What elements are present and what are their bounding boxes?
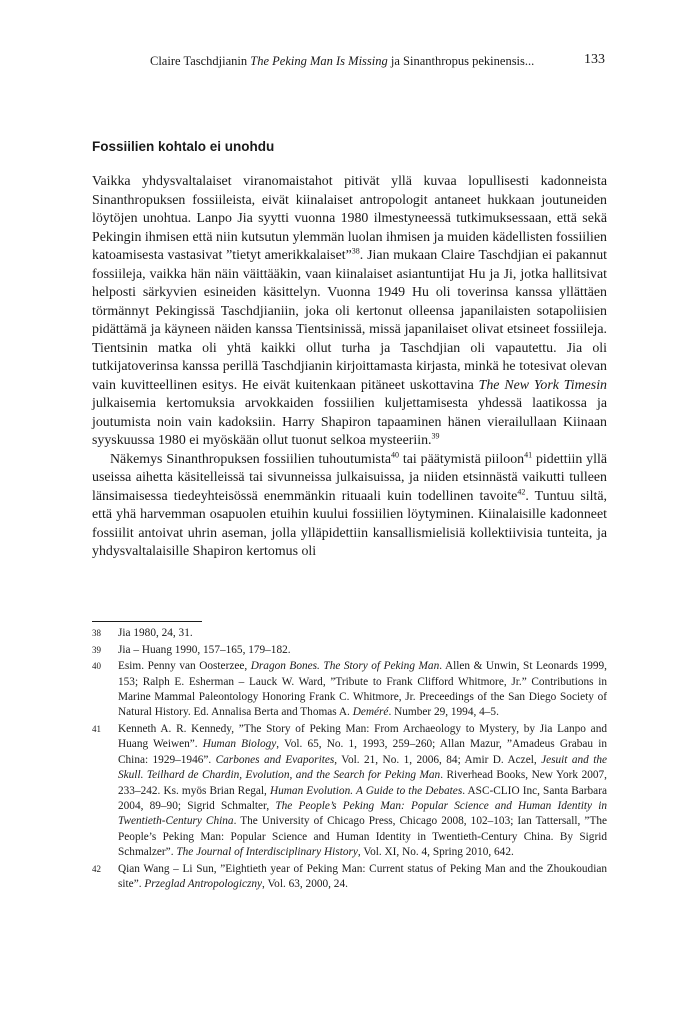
citation-title: Human Evolution. A Guide to the Debates xyxy=(269,784,463,797)
citation-text: , Vol. 65, No. 1, 1993, 259–260; Allan Mazur, ”Amadeus Grabau in China: 1929–1946”. xyxy=(118,738,607,766)
footnote-text xyxy=(118,862,607,893)
text-run: julkaisemia kertomuksia arvokkaiden fossiilien kuljettamisesta yhdessä laatikossa ja joutumista noin vain kadoksiin. Harry Shapiron tapaaminen hänen vierailullaan Kiinaan syyskuussa 1980 ei myöskään ollut tuonut selkoa mysteeriin. xyxy=(92,396,607,448)
footnote-number: 38 xyxy=(92,628,101,638)
citation-text: . ASC-CLIO Inc, Santa Barbara 2004, 89–90; Sigrid Schmalter, xyxy=(118,784,607,813)
footnote-39 xyxy=(92,643,607,658)
running-head-pre: Claire Taschdjianin xyxy=(150,54,251,68)
citation-text: . Riverhead Books, New York 2007, 233–242. Ks. myös Brian Regal, xyxy=(118,769,607,797)
citation-text: . Number 29, 1994, 4–5. xyxy=(388,706,499,719)
citation-title: The Journal of Interdisciplinary History xyxy=(176,846,358,859)
footnote-ref-41[interactable]: 41 xyxy=(524,449,533,459)
citation-title: Carbones and Evaporites xyxy=(215,753,335,766)
text-run: pidettiin yllä useissa aihetta käsitelleissä tai sivunneissa julkaisuissa, ja niiden etsinnästä vaikutti tulleen länsimaisessa tiedeyhteisössä enemmänkin rituaali kuin todellinen tavoite xyxy=(92,451,608,504)
footnote-number: 42 xyxy=(92,863,101,874)
citation-text: , Vol. 21, No. 1, 2006, 84; Amir D. Aczel, xyxy=(334,753,542,766)
footnote-number: 40 xyxy=(92,661,101,672)
footnote-divider xyxy=(92,621,202,622)
citation-text: Qian Wang – Li Sun, ”Eightieth year of Peking Man: Current status of Peking Man and the Zhoukoudian site”. xyxy=(118,862,607,891)
footnote-text xyxy=(118,626,607,641)
citation-title: The People’s Peking Man: Popular Science and Human Identity in Twentieth-Century China xyxy=(118,800,607,828)
citation-title: Human Biology xyxy=(202,738,277,751)
footnotes xyxy=(92,626,607,894)
citation-text: , Vol. XI, No. 4, Spring 2010, 642. xyxy=(357,846,514,859)
running-head-post: ja Sinanthropus pekinensis... xyxy=(387,54,535,68)
footnote-ref-38[interactable]: 38 xyxy=(351,246,360,256)
footnote-ref-40[interactable]: 40 xyxy=(390,449,399,459)
citation-text: . The University of Chicago Press, Chicago 2008, 102–103; Ian Tattersall, ”The People’s Peking Man: Popular Science and Human Identity in Twentieth-Century China. By Sigrid Schmalzer”. xyxy=(118,815,608,859)
text-run: Näkemys Sinanthropuksen fossiilien tuhoutumista xyxy=(110,451,391,467)
citation-title: Deméré xyxy=(352,706,389,719)
citation-text: . Allen & Unwin, St Leonards 1999, 153; Ralph E. Esherman – Lauck W. Ward, ”Tribute to Frank Clifford Whitmore, Jr.” Contributions in Marine Mammal Paleontology Honoring Frank C. Whitmore, Jr. Preceedings of the San Diego Society of Natural History. Ed. Annalisa Berta and Thomas A. xyxy=(118,660,607,719)
citation-title: Dragon Bones. The Story of Peking Man xyxy=(250,660,440,673)
citation-text: Kenneth A. R. Kennedy, ”The Story of Peking Man: From Archaeology to Mystery, by Jia Lanpo and Huang Weiwen”. xyxy=(118,723,607,751)
citation-text: , Vol. 63, 2000, 24. xyxy=(262,878,348,891)
section-heading: Fossiilien kohtalo ei unohdu xyxy=(92,139,275,154)
running-head-title: The Peking Man Is Missing xyxy=(250,54,388,68)
citation-title: Jesuit and the Skull. Teilhard de Chardin, Evolution, and the Search for Peking Man xyxy=(118,753,608,782)
footnote-38 xyxy=(92,626,607,641)
running-head xyxy=(150,53,606,69)
running-head-text xyxy=(150,53,534,69)
footnote-text xyxy=(118,722,607,861)
text-run: . Tuntuu siltä, että yhä harvemman osapuolen etuihin kuului fossiilien löytyminen. Kiinalaisille kadonneet fossiilit antoivat uhrin aseman, jolla ylläpidettiin kansallismielisiä kollektiivisia tunteita, ja yhdysvaltalaisille Shapiron kertomus oli xyxy=(92,488,607,559)
newspaper-title: The New York Timesin xyxy=(478,377,608,393)
footnote-text xyxy=(118,659,607,721)
footnote-ref-39[interactable]: 39 xyxy=(431,431,440,441)
body-text xyxy=(92,173,607,562)
text-run: tai päätymistä piiloon xyxy=(398,451,525,467)
text-run: Vaikka yhdysvaltalaiset viranomaistahot pitivät yllä kuvaa lopullisesti kadonneista Sinanthropuksen fossiileista, eivät kiinalaiset antropologit antaneet hukkaan joutuneiden löytöjen unohtua. Lanpo Jia syytti vuonna 1980 ilmestyneessä tutkimuksessaan, että sekä Pekingin ihmisen että niin kutsutun ylemmän luolan ihmisen ja muiden kädellisten fossiilien katoamisesta vastasivat ”tietyt amerikkalaiset” xyxy=(92,174,607,263)
citation-text: Jia 1980, 24, 31. xyxy=(118,627,193,639)
paragraph-2 xyxy=(92,451,607,562)
footnote-text xyxy=(118,643,607,658)
footnote-number: 39 xyxy=(92,644,101,655)
paragraph-1 xyxy=(92,173,607,451)
footnote-number: 41 xyxy=(92,724,101,734)
citation-text: Esim. Penny van Oosterzee, xyxy=(118,660,251,673)
footnote-42 xyxy=(92,862,607,893)
citation-text: Jia – Huang 1990, 157–165, 179–182. xyxy=(118,643,291,656)
footnote-ref-42[interactable]: 42 xyxy=(517,486,526,496)
text-run: . Jian mukaan Claire Taschdjian ei pakannut fossiileja, vaikka hän näin väittääkin, vaan kiinalaiset asiantuntijat Hu ja Ji, jotka hallitsivat helposti särkyvien esineiden käsittelyn. Vuonna 1949 Hu oli toverinsa kanssa yllättäen törmännyt Pekingissä Taschdjianiin, joka oli kertonut olleensa japanilaisten sotapoliisien pidättämä ja käyneen näiden kanssa Tientsinissä, missä japanilaiset olivat etsineet fossiileja. Tientsinin matka oli yhtä kaikki ollut turha ja Taschdjian oli vapautettu. Jia oli tutkijatoverinsa kanssa perillä Taschdjianin kirjoittamasta kirjasta, minkä he totesivat olevan vain kuvitteellinen esitys. He eivät kuitenkaan pitäneet uskottavina xyxy=(92,248,608,393)
footnote-41 xyxy=(92,722,607,861)
page-number: 133 xyxy=(584,52,605,67)
footnote-40 xyxy=(92,659,607,721)
citation-title: Przeglad Antropologiczny xyxy=(144,878,263,891)
